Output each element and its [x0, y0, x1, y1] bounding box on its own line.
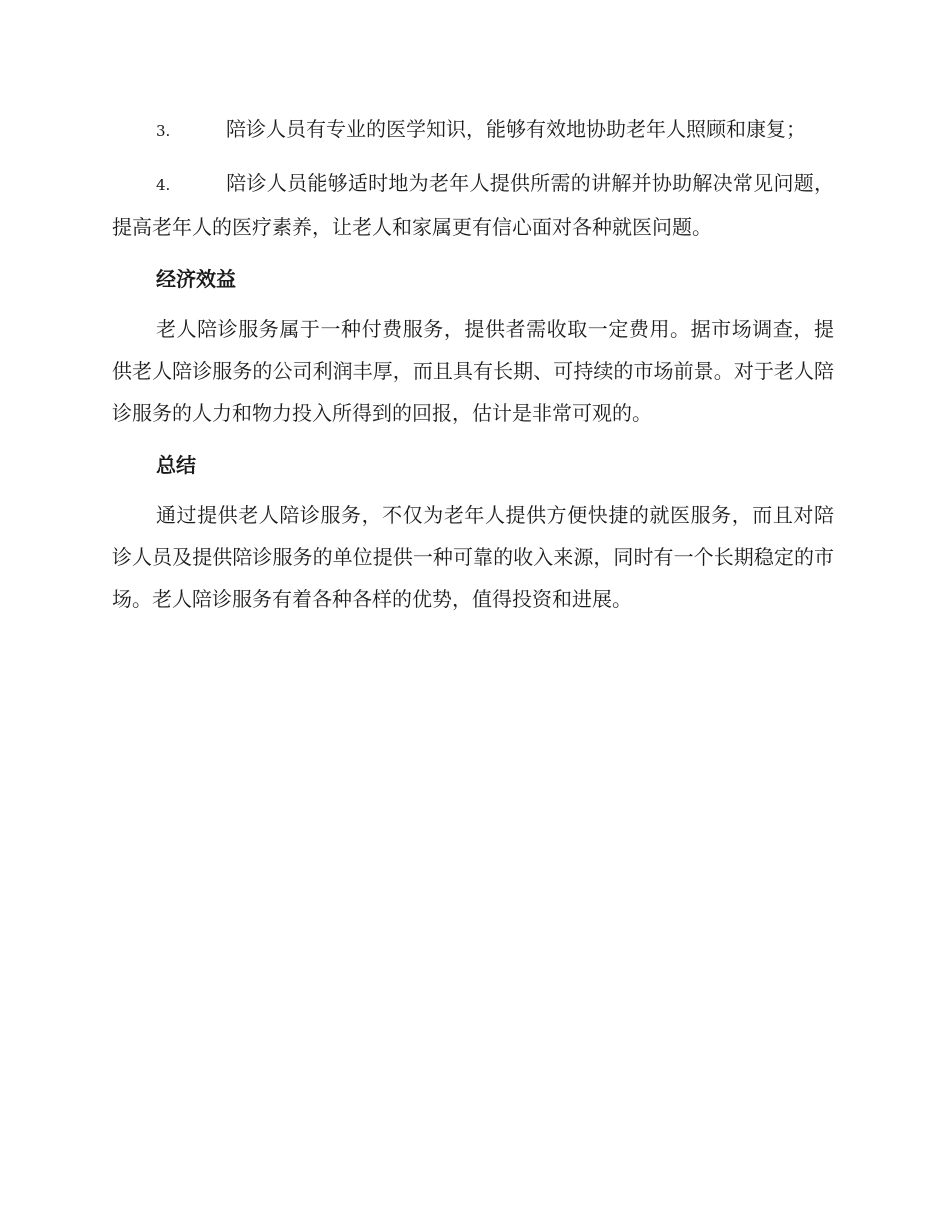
list-text: 陪诊人员能够适时地为老年人提供所需的讲解并协助解决常见问题，提高老年人的医疗素养，让老人和家属更有信心面对各种就医问题。: [112, 171, 834, 239]
section-paragraph-summary: 通过提供老人陪诊服务，不仅为老年人提供方便快捷的就医服务，而且对陪诊人员及提供陪诊服务的单位提供一种可靠的收入来源，同时有一个长期稳定的市场。老人陪诊服务有着各种各样的优势，值得投资和进展。: [112, 503, 834, 611]
section-heading-summary: 总结: [156, 453, 196, 477]
list-text: 陪诊人员有专业的医学知识，能够有效地协助老年人照顾和康复；: [226, 117, 806, 141]
list-number: 3.: [156, 122, 171, 140]
section-heading-economic-benefits: 经济效益: [156, 267, 236, 291]
list-number: 4.: [156, 176, 171, 194]
list-item-4: [112, 162, 834, 248]
section-paragraph-economic-benefits: 老人陪诊服务属于一种付费服务，提供者需收取一定费用。据市场调查，提供老人陪诊服务的公司利润丰厚，而且具有长期、可持续的市场前景。对于老人陪诊服务的人力和物力投入所得到的回报，估计是非常可观的。: [112, 317, 834, 425]
list-item-3: [112, 108, 834, 152]
